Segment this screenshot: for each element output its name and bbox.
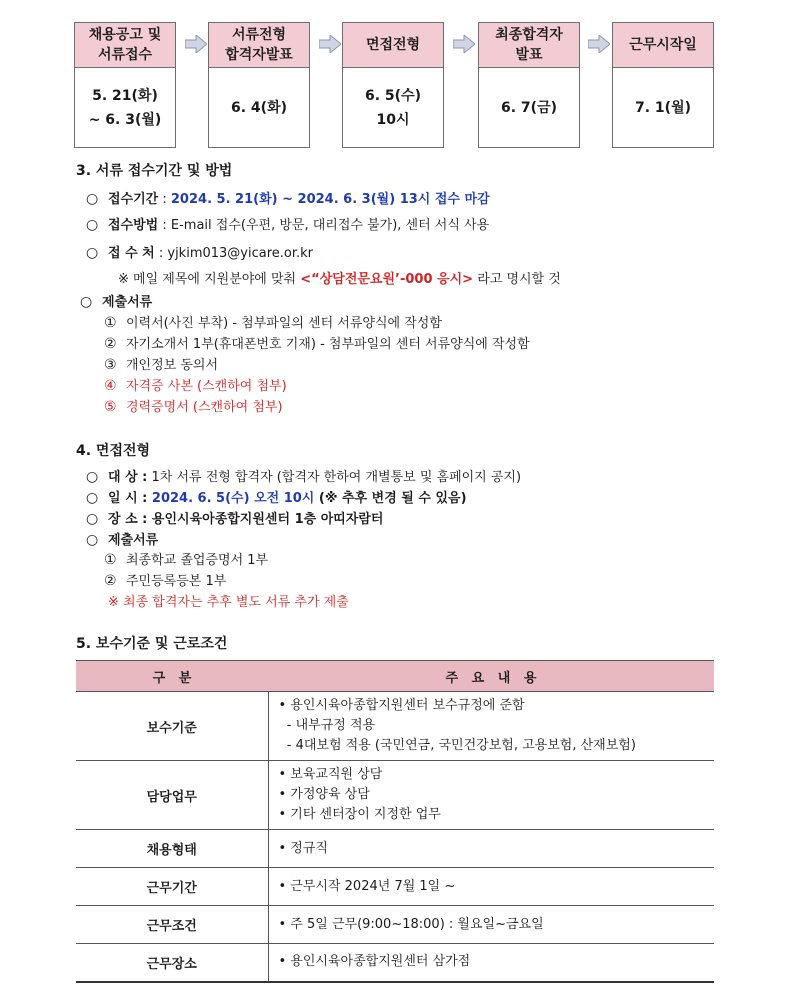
interview-target	[86, 466, 521, 485]
section-5-title: 5. 보수기준 및 근로조건	[76, 636, 228, 652]
place-label: 장 소 :	[108, 512, 148, 527]
row-category: 담당업무	[76, 761, 268, 830]
item-text: 이력서(사진 부착) - 첨부파일의 센터 서류양식에 작성함	[126, 316, 442, 331]
flow-step-title: 최종합격자 발표	[479, 23, 579, 68]
detail-line: • 기타 센터장이 지정한 업무	[278, 807, 441, 822]
interview-place	[86, 508, 383, 527]
flow-step-title: 채용공고 및 서류접수	[75, 23, 175, 68]
flow-step-title: 근무시작일	[613, 23, 713, 68]
conditions-table	[76, 660, 714, 983]
detail-line: • 가정양육 상담	[278, 787, 370, 802]
item-number: ②	[104, 336, 117, 352]
header-detail: 주 요 내 용	[268, 661, 714, 692]
table-row	[76, 761, 714, 830]
row-category: 보수기준	[76, 692, 268, 761]
row-category: 근무기간	[76, 868, 268, 906]
item-text: 자기소개서 1부(휴대폰번호 기재) - 첨부파일의 센터 서류양식에 작성함	[126, 337, 530, 352]
application-period	[86, 188, 490, 207]
interview-docs-heading	[86, 529, 158, 548]
arrow-right-icon	[453, 35, 475, 53]
note-suffix: 라고 명시할 것	[473, 272, 561, 287]
dest-email: : yjkim013@yicare.or.kr	[154, 246, 314, 261]
method-label: 접수방법	[108, 218, 159, 233]
application-destination	[86, 242, 313, 261]
doc-item	[104, 312, 442, 331]
date-label: 일 시 :	[108, 491, 148, 506]
item-number: ①	[104, 315, 117, 331]
doc-item	[104, 396, 283, 415]
flow-step-final-result	[478, 22, 580, 148]
note-prefix: ※ 메일 제목에 지원분야에 맞춰	[118, 272, 301, 287]
doc-item	[104, 375, 287, 394]
detail-line: • 용인시육아종합지원센터 보수규정에 준함	[278, 698, 525, 713]
item-number: ①	[104, 552, 117, 568]
detail-line: - 내부규정 적용	[278, 718, 376, 733]
target-value: 1차 서류 전형 합격자 (합격자 한하여 개별통보 및 홈페이지 공지)	[147, 470, 522, 485]
flow-step-title: 면접전형	[343, 23, 443, 68]
row-detail: • 용인시육아종합지원센터 삼가점	[268, 944, 714, 982]
row-detail	[268, 761, 714, 830]
flow-step-title: 서류전형 합격자발표	[209, 23, 309, 68]
doc-item	[104, 333, 530, 352]
bullet: ○	[86, 490, 99, 506]
header-category: 구 분	[76, 661, 268, 692]
flow-step-document-result	[208, 22, 310, 148]
bullet: ○	[86, 469, 99, 485]
flow-step-date: 7. 1(월)	[635, 100, 691, 116]
flow-step-interview	[342, 22, 444, 148]
mail-subject-note	[118, 268, 561, 287]
row-detail	[268, 692, 714, 761]
table-row	[76, 868, 714, 906]
arrow-right-icon	[185, 35, 207, 53]
item-number: ③	[104, 357, 117, 373]
row-detail: • 주 5일 근무(9:00~18:00) : 월요일~금요일	[268, 906, 714, 944]
doc-item	[104, 549, 268, 568]
application-method	[86, 214, 489, 233]
period-label: 접수기간	[108, 192, 159, 207]
arrow-right-icon	[588, 35, 610, 53]
doc-item	[104, 354, 218, 373]
row-detail: • 근무시작 2024년 7월 1일 ~	[268, 868, 714, 906]
flow-step-start-date	[612, 22, 714, 148]
period-value: 2024. 5. 21(화) ~ 2024. 6. 3(월) 13시 접수 마감	[170, 192, 490, 207]
bullet: ○	[86, 511, 99, 527]
item-number: ⑤	[104, 399, 117, 415]
table-row	[76, 830, 714, 868]
date-note: (※ 추후 변경 될 수 있음)	[314, 491, 467, 506]
row-category: 채용형태	[76, 830, 268, 868]
item-number: ②	[104, 573, 117, 589]
interview-date	[86, 487, 467, 506]
flow-step-application	[74, 22, 176, 148]
bullet: ○	[86, 532, 99, 548]
item-text: 자격증 사본 (스캔하여 첨부)	[126, 379, 287, 394]
flow-step-date: 6. 7(금)	[501, 100, 557, 116]
row-category: 근무장소	[76, 944, 268, 982]
schedule-flow	[74, 22, 714, 148]
item-text: 개인정보 동의서	[126, 358, 219, 373]
bullet: ○	[86, 245, 99, 261]
period-separator: :	[158, 192, 171, 207]
arrow-right-icon	[319, 35, 341, 53]
table-row	[76, 944, 714, 982]
item-number: ④	[104, 378, 117, 394]
dest-label: 접 수 처	[108, 246, 155, 261]
bullet: ○	[86, 217, 99, 233]
item-text: 주민등록등본 1부	[126, 574, 227, 589]
method-value: : E-mail 접수(우편, 방문, 대리접수 불가), 센터 서식 사용	[158, 218, 490, 233]
final-note: ※ 최종 합격자는 추후 별도 서류 추가 제출	[108, 595, 349, 610]
date-value: 2024. 6. 5(수) 오전 10시	[147, 491, 315, 506]
section-4-title: 4. 면접전형	[76, 443, 151, 459]
row-category: 근무조건	[76, 906, 268, 944]
detail-line: - 4대보험 적용 (국민연금, 국민건강보험, 고용보험, 산재보험)	[278, 738, 636, 753]
docs-label: 제출서류	[108, 533, 159, 548]
table-header-row	[76, 661, 714, 692]
detail-line: • 보육교직원 상담	[278, 767, 383, 782]
bullet: ○	[86, 191, 99, 207]
target-label: 대 상 :	[108, 470, 148, 485]
bullet: ○	[80, 294, 93, 310]
submission-docs-heading	[80, 291, 152, 310]
table-row	[76, 692, 714, 761]
table-row	[76, 906, 714, 944]
row-detail: • 정규직	[268, 830, 714, 868]
note-highlight: <“상담전문요원’-000 응시>	[300, 272, 474, 287]
flow-step-date: 5. 21(화) ~ 6. 3(월)	[88, 88, 162, 128]
item-text: 경력증명서 (스캔하여 첨부)	[126, 400, 283, 415]
docs-label: 제출서류	[102, 295, 153, 310]
place-value: 용인시육아종합지원센터 1층 아띠자람터	[147, 512, 384, 527]
doc-item	[104, 570, 226, 589]
item-text: 최종학교 졸업증명서 1부	[126, 553, 269, 568]
flow-step-date: 6. 5(수) 10시	[365, 88, 421, 128]
section-3-title: 3. 서류 접수기간 및 방법	[76, 163, 233, 179]
flow-step-date: 6. 4(화)	[231, 100, 287, 116]
